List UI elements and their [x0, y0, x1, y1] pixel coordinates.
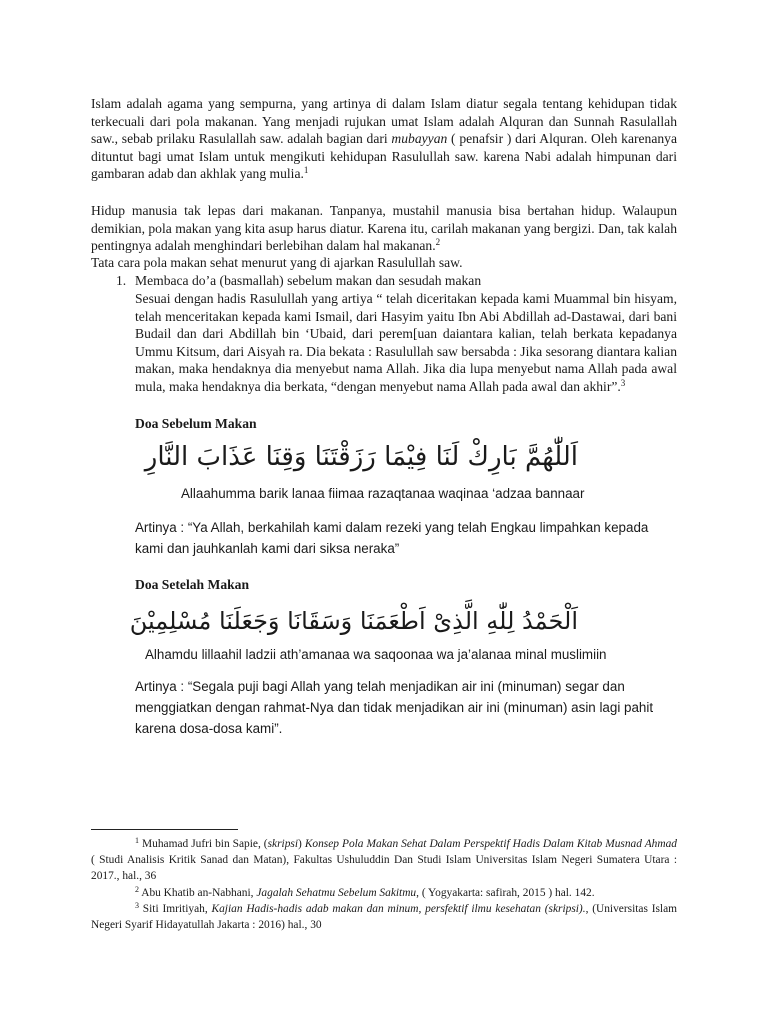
transliteration-after: Alhamdu lillaahil ladzii ath’amanaa wa saqoonaa wa ja’alanaa minal muslimiin [145, 647, 607, 662]
footnote-3 [91, 901, 677, 933]
footnote-number: 3 [135, 901, 139, 910]
footnote-text: ) [298, 838, 305, 850]
intro-line: Tata cara pola makan sehat menurut yang di ajarkan Rasulullah saw. [91, 255, 463, 270]
heading-doa-before: Doa Sebelum Makan [135, 416, 257, 431]
list-number: 1. [116, 273, 127, 288]
list-item-body [135, 290, 677, 396]
footnote-text: , ( Yogyakarta: safirah, 2015 ) hal. 142. [416, 887, 595, 899]
footnote-text: , (Universitas Islam Negeri Syarif Hidayatullah Jakarta : 2016) hal., 30 [91, 903, 678, 931]
footnote-text: Muhamad Jufri bin Sapie, ( [139, 838, 268, 850]
footnote-number: 1 [135, 836, 139, 845]
arabic-doa-after: اَلْحَمْدُ لِلّٰهِ الَّذِىْ اَطْعَمَنَا وَسَقَانَا وَجَعَلَنَا مُسْلِمِيْنَ [129, 607, 578, 635]
footnote-1 [91, 836, 677, 884]
paragraph-text: Islam adalah agama yang sempurna, yang artinya di dalam Islam diatur segala tentang kehidupan tidak terkecuali dari pola makanan. Yang menjadi rujukan umat Islam adalah Alquran dan Sunnah Rasulallah saw., sebab prilaku Rasulallah saw. adalah bagian dari [91, 96, 677, 147]
footnote-number: 2 [135, 885, 139, 894]
footnote-italic: Jagalah Sehatmu Sebelum Sakitmu [256, 887, 417, 899]
paragraph-food [91, 202, 677, 255]
footnote-ref-1[interactable]: 1 [303, 165, 309, 176]
hadith-text: Sesuai dengan hadis Rasulullah yang artiya “ telah diceritakan kepada kami Muammal bin hisyam, telah menceritakan kepada kami Ismail, dari Hasyim yaitu Ibn Abi Abdillah ad-Dastawai, dari bani Budail dan dari Abdillah bin ‘Ubaid, dari perem[uan daiantara kalian, telah berkata kepadanya Ummu Kitsum, dari Aisyah ra. Dia bekata : Rasulullah saw bersabda : Jika sesorang diantara kalian makan, maka hendaknya dia menyebut nama Allah. Jika dia lupa menyebut nama Allah pada awal mula, maka hendaknya dia berkata, “dengan menyebut nama Allah pada awal dan akhir”. [135, 291, 677, 394]
list-item-title: Membaca do’a (basmallah) sebelum makan dan sesudah makan [135, 273, 482, 288]
meaning-after: Artinya : “Segala puji bagi Allah yang telah menjadikan air ini (minuman) segar dan menggiatkan dengan rahmat-Nya dan tidak menjadikan air ini (minuman) asin lagi pahit karena dosa-dosa kami”. [135, 679, 654, 736]
heading-doa-after: Doa Setelah Makan [135, 577, 250, 592]
meaning-before: Artinya : “Ya Allah, berkahilah kami dalam rezeki yang telah Engkau limpahkan kepada kami dan jauhkanlah kami dari siksa neraka” [135, 520, 649, 556]
arabic-doa-before: اَللّٰهُمَّ بَارِكْ لَنَا فِيْمَا رَزَقْتَنَا وَقِنَا عَذَابَ النَّارِ [144, 442, 578, 472]
transliteration-before: Allaahumma barik lanaa fiimaa razaqtanaa waqinaa ‘adzaa bannaar [181, 486, 585, 501]
footnote-italic: Kajian Hadis-hadis adab makan dan minum, persfektif ilmu kesehatan (skripsi). [211, 903, 586, 915]
footnote-text: ( Studi Analisis Kritik Sanad dan Matan), Fakultas Ushuluddin Dan Studi Islam Universitas Islam Negeri Sumatera Utara : 2017., hal., 36 [91, 854, 677, 882]
footnote-ref-3[interactable]: 3 [620, 377, 626, 388]
footnote-text: Abu Khatib an-Nabhani, [139, 887, 257, 899]
paragraph-text: Hidup manusia tak lepas dari makanan. Tanpanya, mustahil manusia bisa bertahan hidup. Walaupun demikian, pola makan yang kita asup harus diatur. Karena itu, carilah makanan yang bergizi. Dan, tak kalah pentingnya adalah menghindari berlebihan dalam hal makanan. [91, 203, 677, 254]
footnote-italic: Konsep Pola Makan Sehat Dalam Perspektif Hadis Dalam Kitab Musnad Ahmad [304, 838, 677, 850]
footnote-italic: skripsi [267, 838, 298, 850]
footnote-divider [91, 829, 238, 830]
footnote-text: Siti Imritiyah, [139, 903, 212, 915]
paragraph-intro [91, 95, 677, 183]
italic-term: mubayyan [391, 131, 448, 147]
footnote-ref-2[interactable]: 2 [435, 237, 441, 248]
footnote-2 [91, 885, 677, 901]
paragraph-text: ( penafsir ) dari Alquran. Oleh karenanya dituntut bagi umat Islam untuk mengikuti kehidupan Rasulullah saw. karena Nabi adalah himpunan dari gambaran adab dan akhlak yang mulia. [91, 131, 677, 182]
